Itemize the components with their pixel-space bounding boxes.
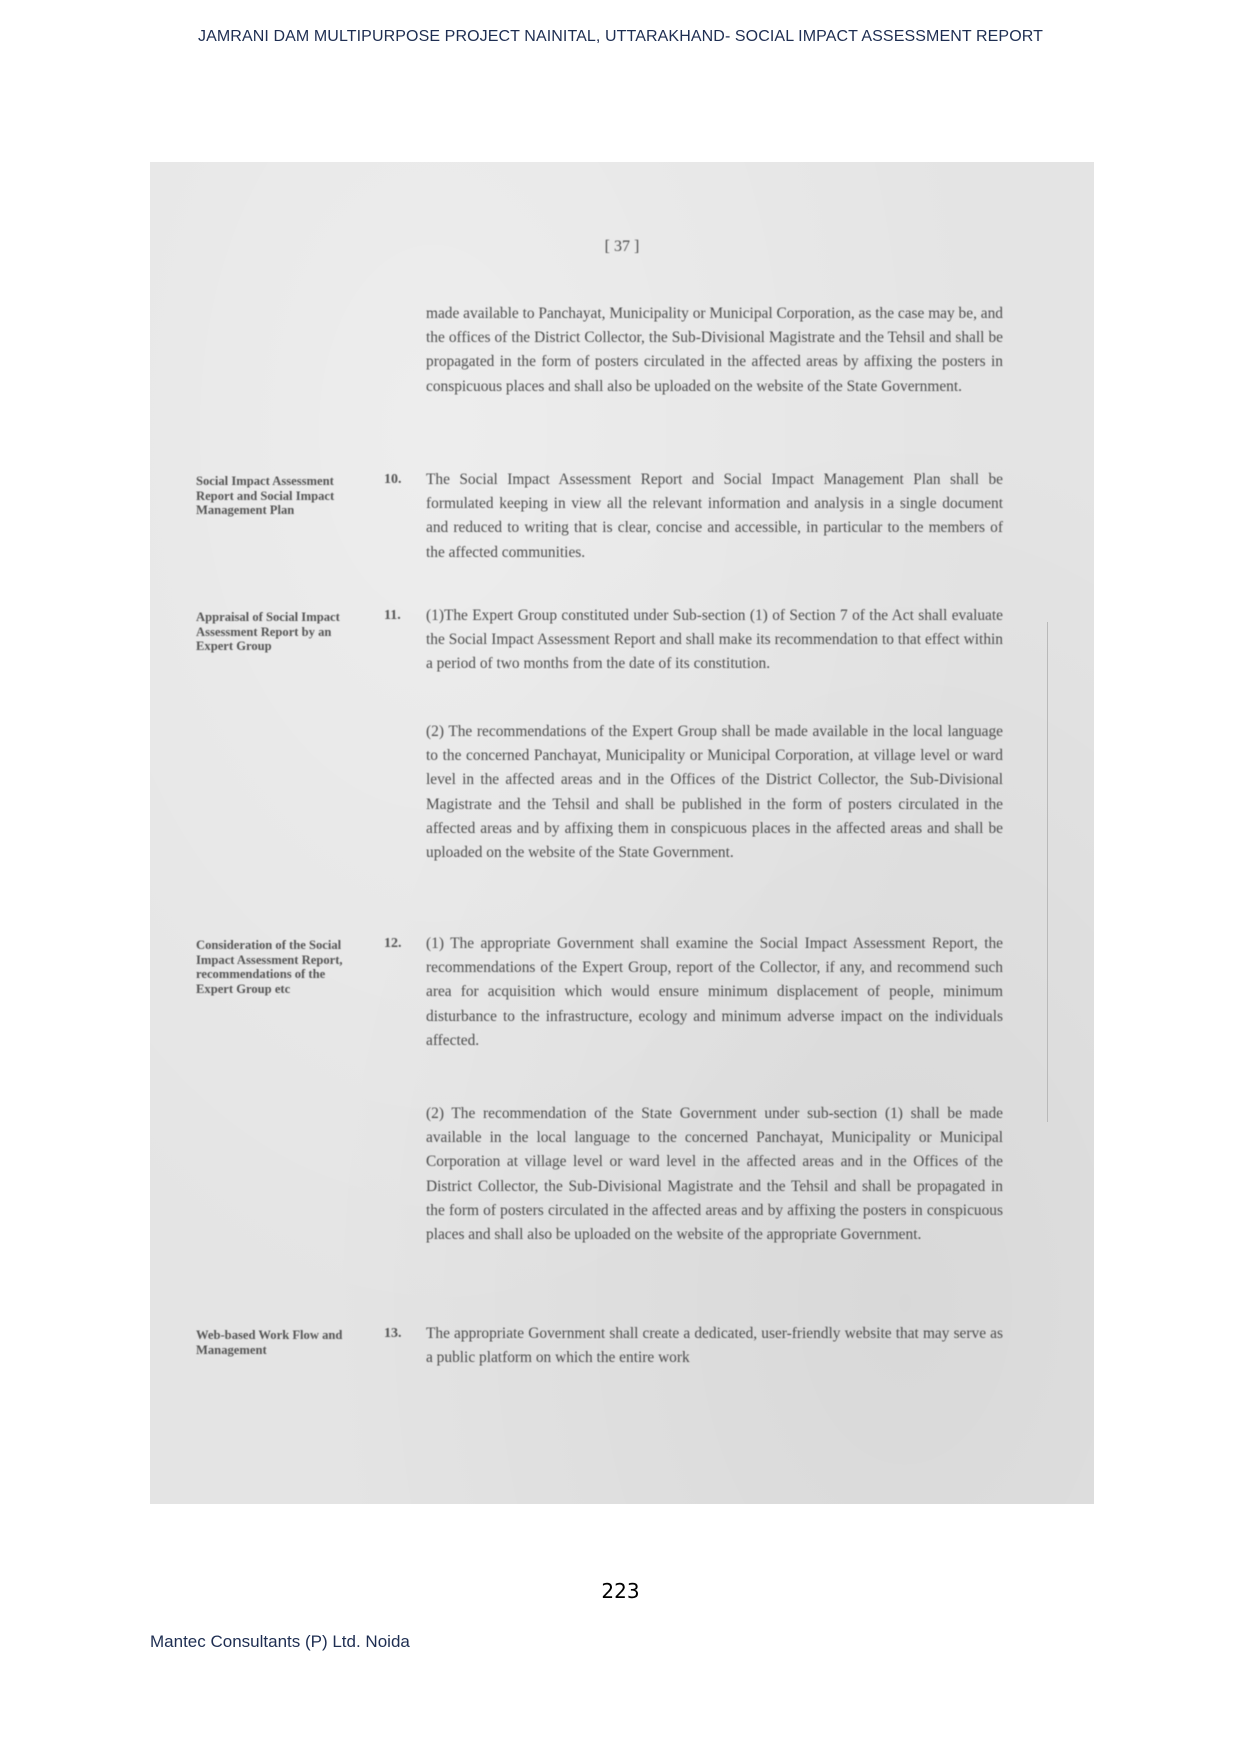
margin-note-12: Consideration of the Social Impact Assessment Report, recommendations of the Expert Group etc: [196, 938, 343, 996]
margin-note-13: Web-based Work Flow and Management: [196, 1328, 343, 1357]
margin-note-11: Appraisal of Social Impact Assessment Report by an Expert Group: [196, 610, 340, 654]
running-header: JAMRANI DAM MULTIPURPOSE PROJECT NAINITAL, UTTARAKHAND- SOCIAL IMPACT ASSESSMENT REPORT: [198, 28, 1043, 45]
section-12-paragraph-1: (1) The appropriate Government shall examine the Social Impact Assessment Report, the recommendations of the Expert Group, report of the Collector, if any, and recommend such area for acquisition which would ensure minimum displacement of people, minimum disturbance to the infrastructure, ecology and minimum adverse impact on the individuals affected.: [426, 935, 1003, 1049]
footer-company: Mantec Consultants (P) Ltd. Noida: [150, 1632, 410, 1651]
section-number-12: 12.: [384, 936, 402, 951]
section-12-paragraph-2: (2) The recommendation of the State Government under sub-section (1) shall be made available in the local language to the concerned Panchayat, Municipality or Municipal Corporation at village level or ward level in the affected areas and in the Offices of the District Collector, the Sub-Divisional Magistrate and the Tehsil and shall be propagated in the form of posters circulated in the affected areas and by affixing the posters in conspicuous places and shall also be uploaded on the website of the appropriate Government.: [426, 1105, 1003, 1244]
scan-page-label: [ 37 ]: [604, 238, 640, 255]
section-number-10: 10.: [384, 472, 402, 487]
continued-paragraph: made available to Panchayat, Municipality or Municipal Corporation, as the case may be, and the offices of the District Collector, the Sub-Divisional Magistrate and the Tehsil and shall be propagated in the form of posters circulated in the affected areas by affixing the posters in conspicuous places and shall also be uploaded on the website of the State Government.: [426, 305, 1003, 395]
page-number: 223: [601, 1579, 640, 1603]
section-11-paragraph-2: (2) The recommendations of the Expert Group shall be made available in the local language to the concerned Panchayat, Municipality or Municipal Corporation, at village level or ward level in the affected areas and in the Offices of the District Collector, the Sub-Divisional Magistrate and the Tehsil and shall be published in the form of posters circulated in the affected areas and by affixing them in conspicuous places in the affected areas and shall be uploaded on the website of the State Government.: [426, 723, 1003, 862]
section-number-13: 13.: [384, 1326, 402, 1341]
section-number-11: 11.: [384, 608, 401, 623]
section-11-paragraph-1: (1)The Expert Group constituted under Sub-section (1) of Section 7 of the Act shall evaluate the Social Impact Assessment Report and shall make its recommendation to that effect within a period of two months from the date of its constitution.: [426, 607, 1003, 673]
section-10-paragraph: The Social Impact Assessment Report and Social Impact Management Plan shall be formulated keeping in view all the relevant information and analysis in a single document and reduced to writing that is clear, concise and accessible, in particular to the members of the affected communities.: [426, 471, 1003, 561]
scan-fold-line: [1047, 622, 1048, 1122]
section-13-paragraph: The appropriate Government shall create a dedicated, user-friendly website that may serve as a public platform on which the entire work: [426, 1325, 1003, 1367]
margin-note-10: Social Impact Assessment Report and Social Impact Management Plan: [196, 474, 335, 518]
scanned-page-image: [150, 162, 1094, 1504]
